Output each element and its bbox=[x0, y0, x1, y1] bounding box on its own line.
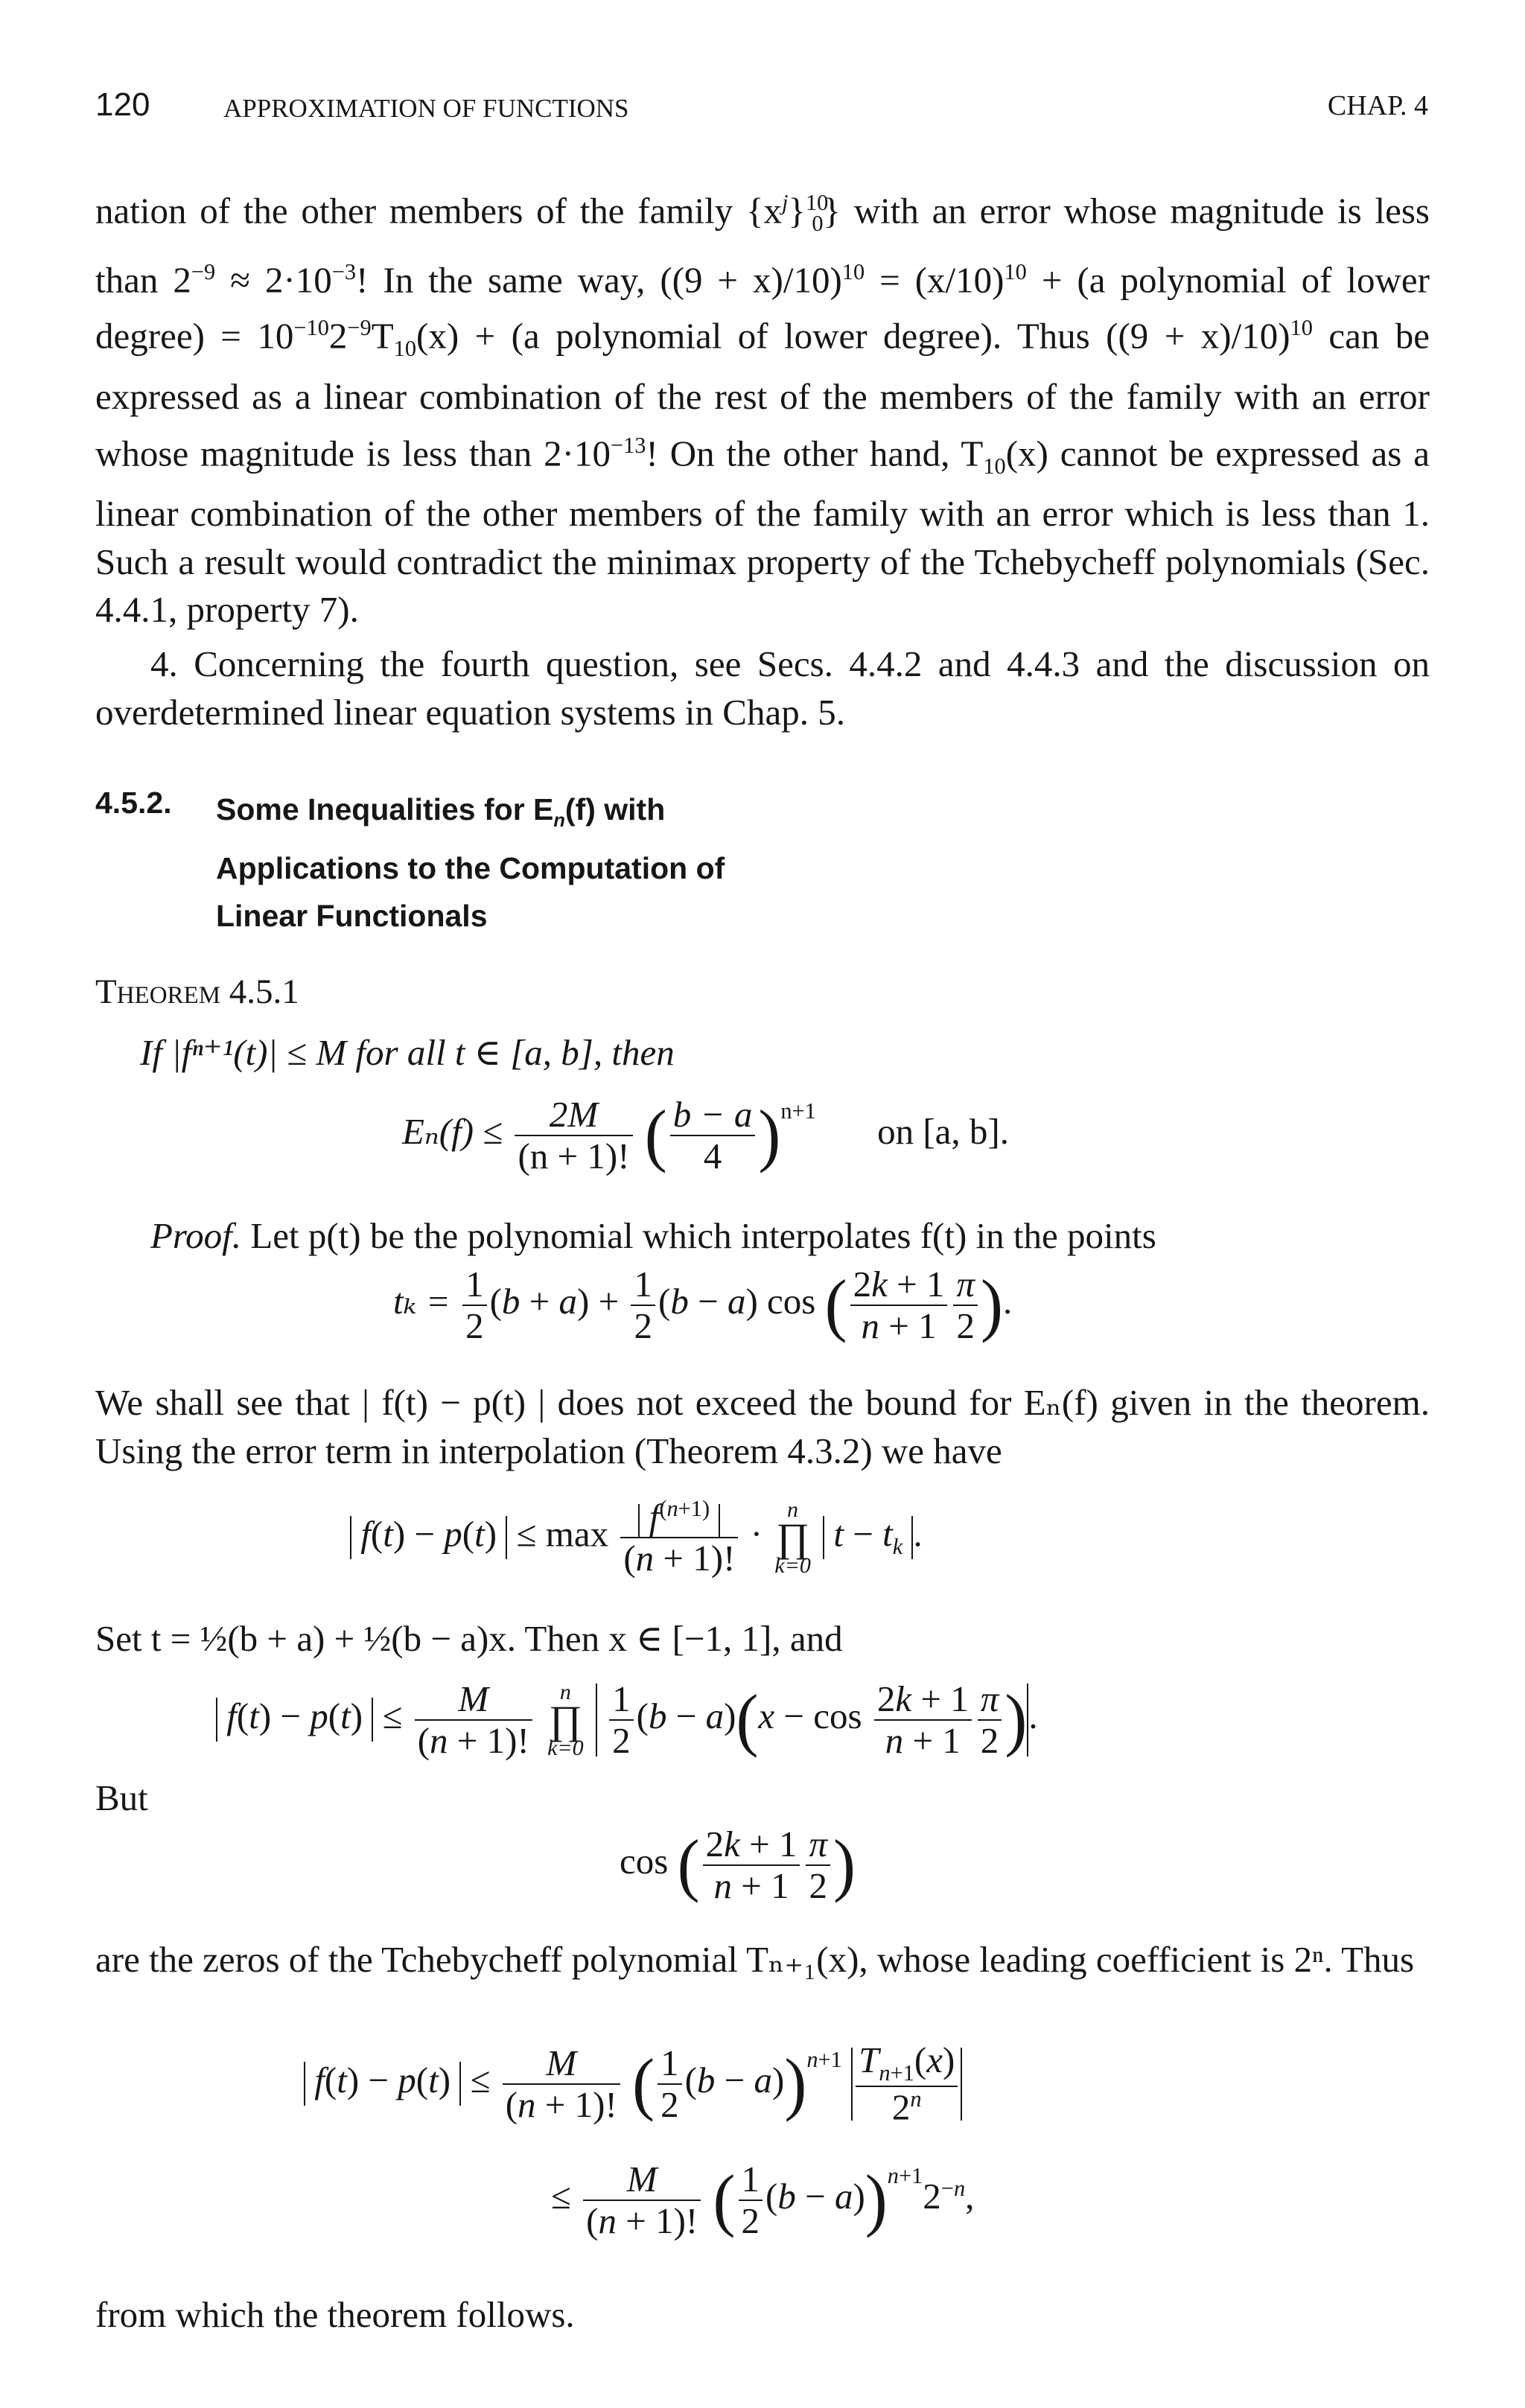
paragraph-zeros: are the zeros of the Tchebycheff polynomial Tₙ₊₁(x), whose leading coefficient is 2ⁿ. Thus bbox=[95, 1939, 1415, 1980]
interpolation-points-equation: tₖ = $\frac{1}{2}$ (b + a) + $\frac{1}{2}$ (b − a) cos ( $\frac{2k + 1}{n + 1}$ $\frac{\pi}{2}$ ). bbox=[393, 1264, 1013, 1346]
paragraph-item-4: 4. Concerning the fourth question, see Secs. 4.4.2 and 4.4.3 and the discussion on overdetermined linear equation systems in Chap. 5. bbox=[95, 643, 1430, 733]
section-number: 4.5.2. bbox=[95, 786, 172, 820]
paragraph-we-shall-see: We shall see that | f(t) − p(t) | does not exceed the bound for Eₙ(f) given in the theorem. Using the error term in interpolation (Theorem 4.3.2) we have bbox=[95, 1382, 1430, 1471]
concluding-line: from which the theorem follows. bbox=[95, 2294, 575, 2335]
running-header bbox=[95, 86, 1428, 131]
error-term-equation: f(t) − p(t) ≤ max $\frac{f^{(n+1)}}{(n + 1)!}$ · n ∏ k=0 $t - t_k$ . bbox=[350, 1497, 923, 1579]
theorem-bound-equation: Eₙ(f) ≤ $\frac{2M}{(n + 1)!}$ ( $\frac{b - a}{4}$ )$^{n+1}$ on [a, b]. bbox=[402, 1094, 1009, 1176]
final-bound-line-1: f(t) − p(t) ≤ $\frac{M}{(n + 1)!}$ ( $\frac{1}{2}$ (b − a))$^{n+1}$ $\frac{T_{n+1}(x)}{2^n}$ bbox=[304, 2040, 962, 2127]
theorem-label: Theorem 4.5.1 bbox=[95, 972, 299, 1011]
final-bound-line-2: ≤ $\frac{M}{(n + 1)!}$ ( $\frac{1}{2}$ $(b - a))^{n+1}2^{-n}$, bbox=[551, 2159, 975, 2241]
chapter-label: CHAP. 4 bbox=[1327, 90, 1428, 121]
theorem-statement: If |fⁿ⁺¹(t)| ≤ M for all t ∈ [a, b], then bbox=[140, 1032, 675, 1073]
substitution-line: Set t = ½(b + a) + ½(b − a)x. Then x ∈ [−1, 1], and bbox=[95, 1618, 843, 1659]
running-title: APPROXIMATION OF FUNCTIONS bbox=[223, 94, 629, 123]
proof-line-1: Proof. Let p(t) be the polynomial which interpolates f(t) in the points bbox=[150, 1215, 1156, 1256]
page-number: 120 bbox=[95, 86, 150, 123]
but-label: But bbox=[95, 1777, 148, 1818]
paragraph-continuation: nation of the other members of the family $\{x^j\}^{10}_0$} with an error whose magnitude is less than $2^{-9} \approx 2\cdot 10^{-3}$! In the same way, $((9 + x)/10)^{10} = (x/10)^{10} + (a$ polynomial of lower degree) = $10^{-10}2^{-9}T_{10}(x) + (a$ polynomial of lower degree). Thus $((9 + x)/10)^{10}$ can be expressed as a linear combination of the rest of the members of the family with an error whose magnitude is less than $2\cdot 10^{-13}$! On the other hand, $T_{10}(x)$ cannot be expressed as a linear combination of the other members of the family with an error which is less than 1. Such a result would contradict the minimax property of the Tchebycheff polynomials (Sec. 4.4.1, property 7). bbox=[95, 190, 1430, 631]
cosine-zeros-expression: cos ( $\frac{2k + 1}{n + 1}$ $\frac{\pi}{2}$ ) bbox=[620, 1823, 856, 1906]
section-title: Some Inequalities for $E_n(f)$ with Applications to the Computation of Linear Functionals bbox=[216, 792, 725, 934]
substituted-bound-equation: f(t) − p(t) ≤ $\frac{M}{(n + 1)!}$ n ∏ k=0 $\frac{1}{2}$ (b − a)(x − cos $\frac{2k + 1}{n + 1}$ $\frac{\pi}{2}$ ). bbox=[216, 1679, 1038, 1761]
